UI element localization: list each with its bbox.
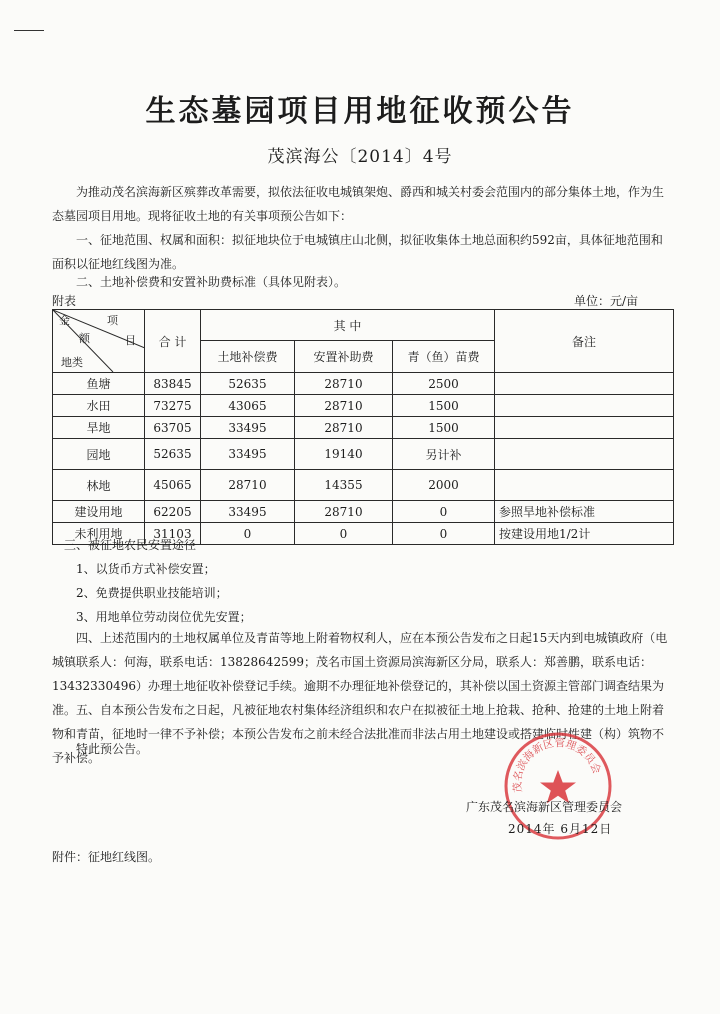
section-3-title: 三、被征地农民安置途径 <box>64 538 197 552</box>
land-type-cell: 建设用地 <box>53 501 145 523</box>
land-comp-cell: 33495 <box>201 501 295 523</box>
land-type-cell: 旱地 <box>53 417 145 439</box>
total-cell: 63705 <box>145 417 201 439</box>
attachment-note: 附件：征地红线图。 <box>52 850 161 864</box>
table-row <box>53 501 674 523</box>
closing-text: 特此预公告。 <box>76 742 149 756</box>
corner-label-dilei: 地类 <box>61 356 83 369</box>
margin-mark <box>14 30 44 31</box>
remark-cell <box>495 373 674 395</box>
total-cell: 45065 <box>145 470 201 501</box>
table-row <box>53 417 674 439</box>
crop-cell: 2500 <box>393 373 495 395</box>
total-cell: 62205 <box>145 501 201 523</box>
resettle-cell: 19140 <box>295 439 393 470</box>
remark-cell <box>495 470 674 501</box>
document-number: 茂滨海公〔2014〕4号 <box>267 147 453 167</box>
remark-cell: 按建设用地1/2计 <box>495 523 674 545</box>
table-unit: 单位：元/亩 <box>574 294 639 308</box>
land-comp-cell: 28710 <box>201 470 295 501</box>
corner-label-jin: 金 <box>59 314 70 327</box>
crop-cell: 1500 <box>393 395 495 417</box>
land-type-cell: 园地 <box>53 439 145 470</box>
compensation-table <box>52 309 674 545</box>
crop-cell: 0 <box>393 523 495 545</box>
resettle-cell: 14355 <box>295 470 393 501</box>
header-crop-compensation: 青（鱼）苗费 <box>393 341 495 373</box>
total-cell: 73275 <box>145 395 201 417</box>
table-row <box>53 373 674 395</box>
land-comp-cell: 43065 <box>201 395 295 417</box>
resettle-cell: 28710 <box>295 395 393 417</box>
section-4-paragraph: 四、上述范围内的土地权属单位及青苗等地上附着物权利人，应在本预公告发布之日起15天内到电城镇政府（电城镇联系人：何海，联系电话：13828642599；茂名市国土资源局滨海新区分局，联系人：郑善鹏，联系电话：13432330496）办理土地征收补偿登记手续。逾期不办理征地补偿登记的，其补偿以国土资源主管部门调查结果为准。 <box>52 631 668 717</box>
issue-date: 2014年 6月12日 <box>508 822 613 836</box>
section-2-paragraph: 二、土地补偿费和安置补助费标准（具体见附表）。 <box>76 275 347 289</box>
group-header: 其 中 <box>201 310 495 341</box>
remark-cell <box>495 439 674 470</box>
remark-header: 备注 <box>495 310 674 373</box>
resettle-cell: 0 <box>295 523 393 545</box>
table-corner-header <box>53 310 145 373</box>
land-type-cell: 鱼塘 <box>53 373 145 395</box>
land-comp-cell: 33495 <box>201 439 295 470</box>
land-comp-cell: 33495 <box>201 417 295 439</box>
crop-cell: 另计补 <box>393 439 495 470</box>
total-header: 合 计 <box>145 310 201 373</box>
land-comp-cell: 52635 <box>201 373 295 395</box>
document-title: 生态墓园项目用地征收预公告 <box>145 94 575 129</box>
section-3-item: 1、以货币方式补偿安置； <box>76 562 216 576</box>
section-3-item: 3、用地单位劳动岗位优先安置； <box>76 610 252 624</box>
table-row <box>53 395 674 417</box>
corner-label-mu: 目 <box>125 334 136 347</box>
table-row <box>53 470 674 501</box>
remark-cell <box>495 395 674 417</box>
total-cell: 31103 <box>145 523 201 545</box>
total-cell: 52635 <box>145 439 201 470</box>
signer-org: 广东茂名滨海新区管理委员会 <box>466 800 623 814</box>
total-cell: 83845 <box>145 373 201 395</box>
resettle-cell: 28710 <box>295 373 393 395</box>
land-comp-cell: 0 <box>201 523 295 545</box>
table-row <box>53 439 674 470</box>
table-caption: 附表 <box>52 294 77 308</box>
section-5-paragraph: 五、自本预公告发布之日起，凡被征地农村集体经济组织和农户在拟被征土地上抢栽、抢种、抢建的土地上附着物和青苗，征地时一律不予补偿；本预公告发布之前未经合法批准而非法占用土地建设或搭建临时性建（构）筑物不予补偿。 <box>52 703 665 765</box>
land-type-cell: 水田 <box>53 395 145 417</box>
section-1-paragraph: 一、征地范围、权属和面积：拟征地块位于电城镇庄山北侧，拟征收集体土地总面积约592亩，具体征地范围和面积以征地红线图为准。 <box>52 233 663 271</box>
corner-label-e: 额 <box>79 332 90 345</box>
crop-cell: 0 <box>393 501 495 523</box>
corner-label-xiang: 项 <box>107 314 118 327</box>
land-type-cell: 未利用地 <box>53 523 145 545</box>
land-type-cell: 林地 <box>53 470 145 501</box>
crop-cell: 1500 <box>393 417 495 439</box>
resettle-cell: 28710 <box>295 417 393 439</box>
header-land-compensation: 土地补偿费 <box>201 341 295 373</box>
svg-text:茂名滨海新区管理委员会: 茂名滨海新区管理委员会 <box>511 737 603 793</box>
resettle-cell: 28710 <box>295 501 393 523</box>
crop-cell: 2000 <box>393 470 495 501</box>
intro-paragraph: 为推动茂名滨海新区殡葬改革需要，拟依法征收电城镇架炮、爵西和城关村委会范围内的部分集体土地，作为生态墓园项目用地。现将征收土地的有关事项预公告如下： <box>52 185 665 223</box>
section-3-item: 2、免费提供职业技能培训； <box>76 586 228 600</box>
header-resettlement-subsidy: 安置补助费 <box>295 341 393 373</box>
remark-cell: 参照旱地补偿标准 <box>495 501 674 523</box>
remark-cell <box>495 417 674 439</box>
